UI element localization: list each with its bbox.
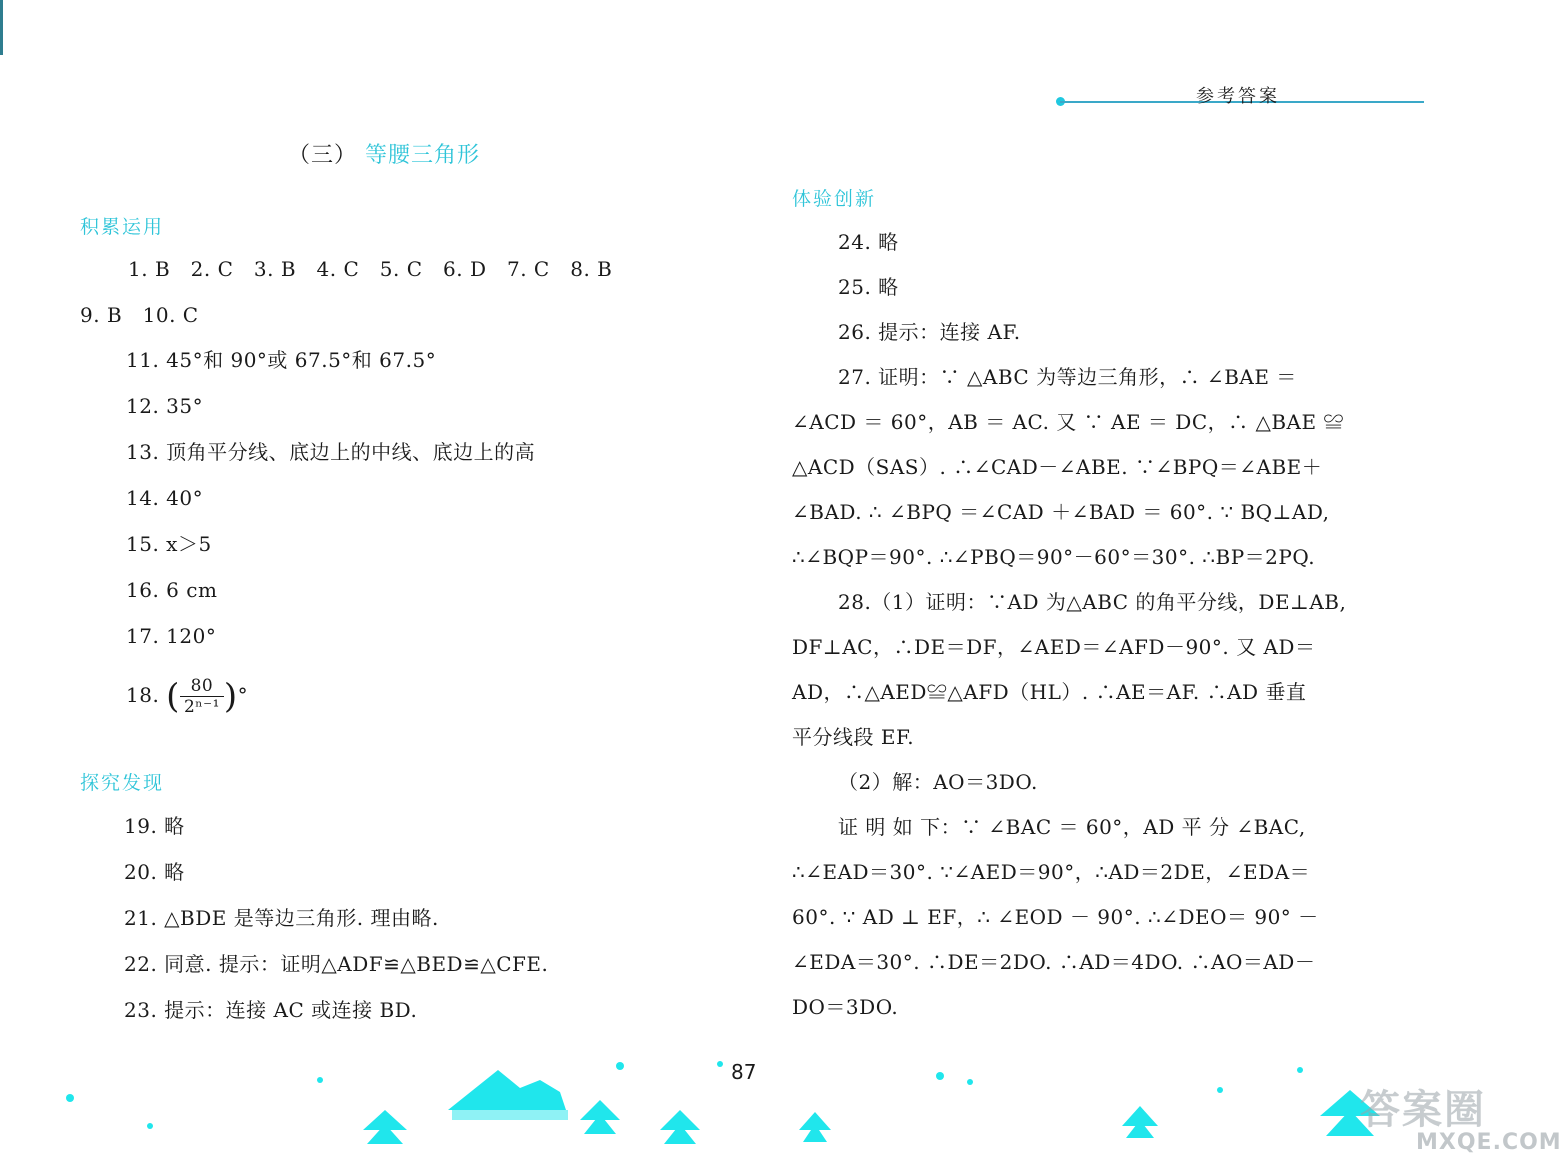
tree-icon: [799, 1112, 831, 1142]
chapter-name: 等腰三角形: [365, 143, 481, 168]
section-heading-innovate: 体验创新: [792, 188, 877, 210]
fraction: [180, 676, 224, 717]
answer-28-line: （2）解：AO＝3DO.: [838, 770, 1038, 794]
answer-27-line: △ACD（SAS）. ∴∠CAD－∠ABE. ∵∠BPQ＝∠ABE＋: [792, 455, 1323, 479]
answer-18-label: 18.: [126, 683, 160, 707]
answer-20: 20. 略: [124, 860, 185, 884]
section-heading-accumulate: 积累运用: [80, 216, 165, 238]
answer-28-line: AD，∴△AED≌△AFD（HL）. ∴AE＝AF. ∴AD 垂直: [792, 680, 1307, 704]
footer-decoration: [0, 1030, 1536, 1166]
answer-27-line: ∠BAD. ∴ ∠BPQ ＝∠CAD ＋∠BAD ＝ 60°. ∵ BQ⊥AD,: [792, 500, 1330, 524]
answer-28-line: ∴∠EAD＝30°. ∵∠AED＝90°，∴AD＝2DE，∠EDA＝: [792, 860, 1311, 884]
answer-19: 19. 略: [124, 814, 185, 838]
answer-28-line: 平分线段 EF.: [792, 725, 915, 749]
answer-28-line: DF⊥AC，∴DE＝DF，∠AED＝∠AFD－90°. 又 AD＝: [792, 635, 1316, 659]
answer-15: 15. x＞5: [126, 532, 212, 556]
answer-27-line: ∴∠BQP＝90°. ∴∠PBQ＝90°－60°＝30°. ∴BP＝2PQ.: [792, 545, 1316, 569]
answer-line: 1. B 2. C 3. B 4. C 5. C 6. D 7. C 8. B: [128, 257, 613, 281]
header-title: 参考答案: [1196, 86, 1280, 107]
answer-16: 16. 6 cm: [126, 578, 218, 602]
section-heading-explore: 探究发现: [80, 772, 165, 794]
answer-24: 24. 略: [838, 230, 899, 254]
fraction-denominator: 2ⁿ⁻¹: [183, 697, 220, 717]
answer-17: 17. 120°: [126, 624, 217, 648]
page-edge-mark: [0, 0, 3, 55]
tree-icon: [580, 1100, 620, 1134]
tree-icon: [660, 1110, 700, 1144]
right-paren: ): [223, 676, 238, 717]
answer-23: 23. 提示：连接 AC 或连接 BD.: [124, 998, 418, 1022]
answer-22: 22. 同意. 提示：证明△ADF≌△BED≌△CFE.: [124, 952, 549, 976]
degree-sign: °: [237, 683, 249, 707]
chapter-number: （三）: [288, 143, 358, 168]
answer-12: 12. 35°: [126, 394, 204, 418]
answer-28-line: 证 明 如 下：∵ ∠BAC ＝ 60°，AD 平 分 ∠BAC,: [838, 815, 1306, 839]
house-icon: [448, 1070, 566, 1110]
page-number: 87: [731, 1060, 757, 1084]
watermark-brand: 答案圈: [1360, 1087, 1486, 1133]
answer-26: 26. 提示：连接 AF.: [838, 320, 1021, 344]
left-paren: (: [166, 676, 180, 717]
fraction-numerator: 80: [180, 676, 224, 697]
watermark: [1360, 1078, 1562, 1155]
tree-icon: [363, 1110, 407, 1144]
tree-icon: [1122, 1106, 1158, 1138]
answer-14: 14. 40°: [126, 486, 204, 510]
answer-25: 25. 略: [838, 275, 899, 299]
answer-13: 13. 顶角平分线、底边上的中线、底边上的高: [126, 440, 536, 464]
answer-27-line: ∠ACD ＝ 60°，AB ＝ AC. 又 ∵ AE ＝ DC，∴ △BAE ≌: [792, 410, 1344, 434]
answer-28-line: DO＝3DO.: [792, 995, 899, 1019]
watermark-domain: MXQE.COM: [1416, 1130, 1562, 1155]
answer-11: 11. 45°和 90°或 67.5°和 67.5°: [126, 348, 437, 372]
answer-28-line: 28.（1）证明：∵AD 为△ABC 的角平分线，DE⊥AB,: [838, 590, 1347, 614]
answer-line: 9. B 10. C: [80, 303, 199, 327]
answer-28-line: ∠EDA＝30°. ∴DE＝2DO. ∴AD＝4DO. ∴AO＝AD－: [792, 950, 1316, 974]
answer-28-line: 60°. ∵ AD ⊥ EF，∴ ∠EOD － 90°. ∴∠DEO＝ 90° －: [792, 905, 1319, 929]
answer-21: 21. △BDE 是等边三角形. 理由略.: [124, 906, 439, 930]
answer-18: [126, 670, 248, 722]
answer-27-line: 27. 证明：∵ △ABC 为等边三角形，∴ ∠BAE ＝: [838, 365, 1297, 389]
chapter-title: [288, 138, 480, 169]
